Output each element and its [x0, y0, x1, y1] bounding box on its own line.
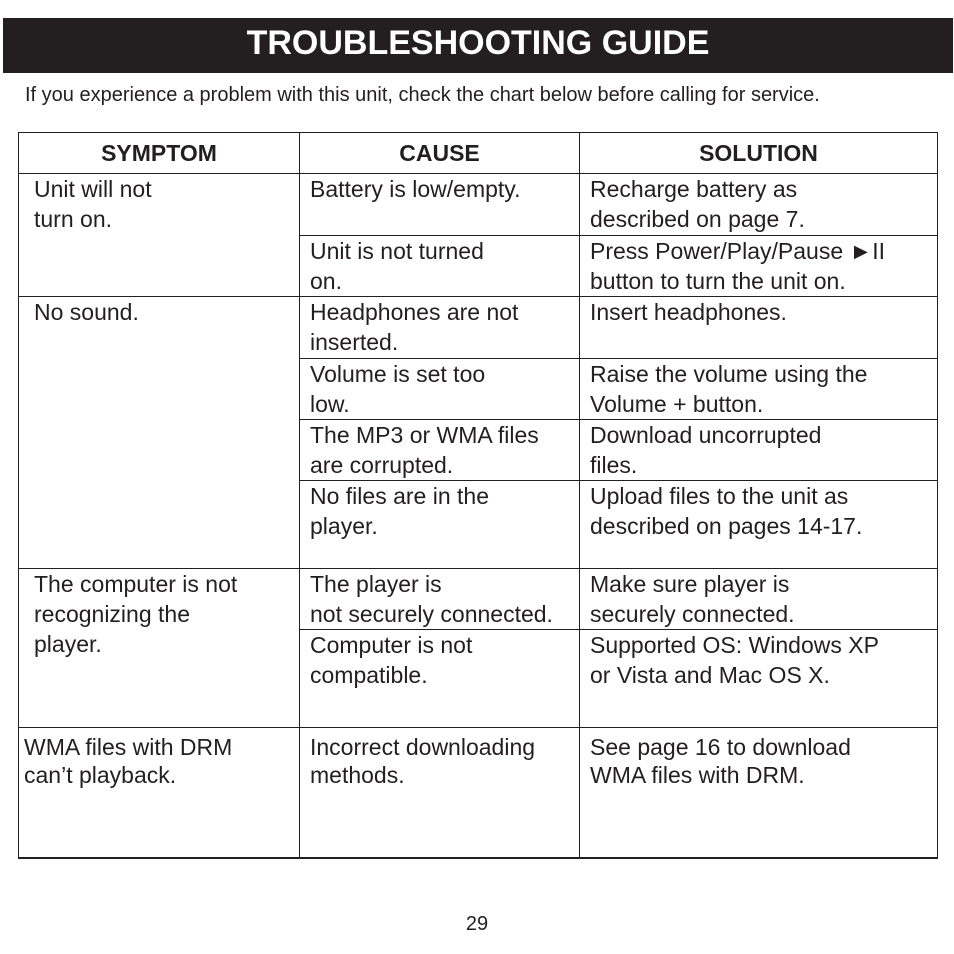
- cause-cell: [300, 359, 580, 420]
- solution-cell: [580, 359, 938, 420]
- cause-text: Computer is not compatible.: [310, 632, 473, 688]
- solution-text: See page 16 to download WMA files with DRM.: [590, 734, 851, 788]
- cause-text: Unit is not turned on.: [310, 238, 484, 294]
- table-row: [19, 569, 938, 630]
- solution-text: Raise the volume using the Volume + button.: [590, 361, 868, 417]
- cause-text: The player is not securely connected.: [310, 571, 553, 627]
- solution-cell: [580, 481, 938, 569]
- page-title: TROUBLESHOOTING GUIDE: [246, 24, 710, 62]
- solution-text: Insert headphones.: [590, 299, 787, 325]
- solution-text: Supported OS: Windows XP or Vista and Mac OS X.: [590, 632, 879, 688]
- solution-cell: [580, 630, 938, 728]
- cause-cell: [300, 481, 580, 569]
- cause-cell: [300, 236, 580, 297]
- solution-text: Make sure player is securely connected.: [590, 571, 795, 627]
- symptom-text: Unit will not turn on.: [34, 176, 152, 232]
- symptom-text: WMA files with DRM can’t playback.: [24, 734, 233, 788]
- cause-cell: [300, 728, 580, 858]
- solution-cell: [580, 236, 938, 297]
- cause-text: Volume is set too low.: [310, 361, 486, 417]
- cause-cell: [300, 174, 580, 236]
- table-header-row: [19, 133, 938, 174]
- table-row: [19, 728, 938, 858]
- troubleshooting-table: [18, 132, 938, 859]
- header-symptom: SYMPTOM: [19, 133, 300, 174]
- cause-text: Incorrect downloading methods.: [310, 734, 536, 788]
- solution-cell: [580, 728, 938, 858]
- solution-text: Upload files to the unit as described on pages 14-17.: [590, 483, 863, 539]
- table-row: [19, 297, 938, 359]
- header-cause: CAUSE: [300, 133, 580, 174]
- symptom-text: The computer is not recognizing the player.: [34, 571, 238, 657]
- solution-text: Recharge battery as described on page 7.: [590, 176, 805, 232]
- symptom-cell: [19, 728, 300, 858]
- cause-text: The MP3 or WMA files are corrupted.: [310, 422, 539, 478]
- solution-cell: [580, 420, 938, 481]
- cause-text: Battery is low/empty.: [310, 176, 521, 202]
- solution-text: Press Power/Play/Pause ►II button to turn the unit on.: [590, 238, 886, 294]
- title-bar: [3, 18, 953, 73]
- solution-cell: [580, 174, 938, 236]
- solution-text: Download uncorrupted files.: [590, 422, 822, 478]
- table-row: [19, 174, 938, 236]
- solution-cell: [580, 569, 938, 630]
- symptom-cell: [19, 297, 300, 569]
- page-number: 29: [465, 913, 489, 935]
- cause-text: Headphones are not inserted.: [310, 299, 519, 355]
- cause-cell: [300, 569, 580, 630]
- symptom-text: No sound.: [34, 299, 139, 325]
- cause-cell: [300, 297, 580, 359]
- symptom-cell: [19, 174, 300, 297]
- intro-text: If you experience a problem with this unit, check the chart below before calling for service.: [25, 84, 820, 106]
- solution-cell: [580, 297, 938, 359]
- cause-text: No files are in the player.: [310, 483, 489, 539]
- cause-cell: [300, 630, 580, 728]
- cause-cell: [300, 420, 580, 481]
- header-solution: SOLUTION: [580, 133, 938, 174]
- symptom-cell: [19, 569, 300, 728]
